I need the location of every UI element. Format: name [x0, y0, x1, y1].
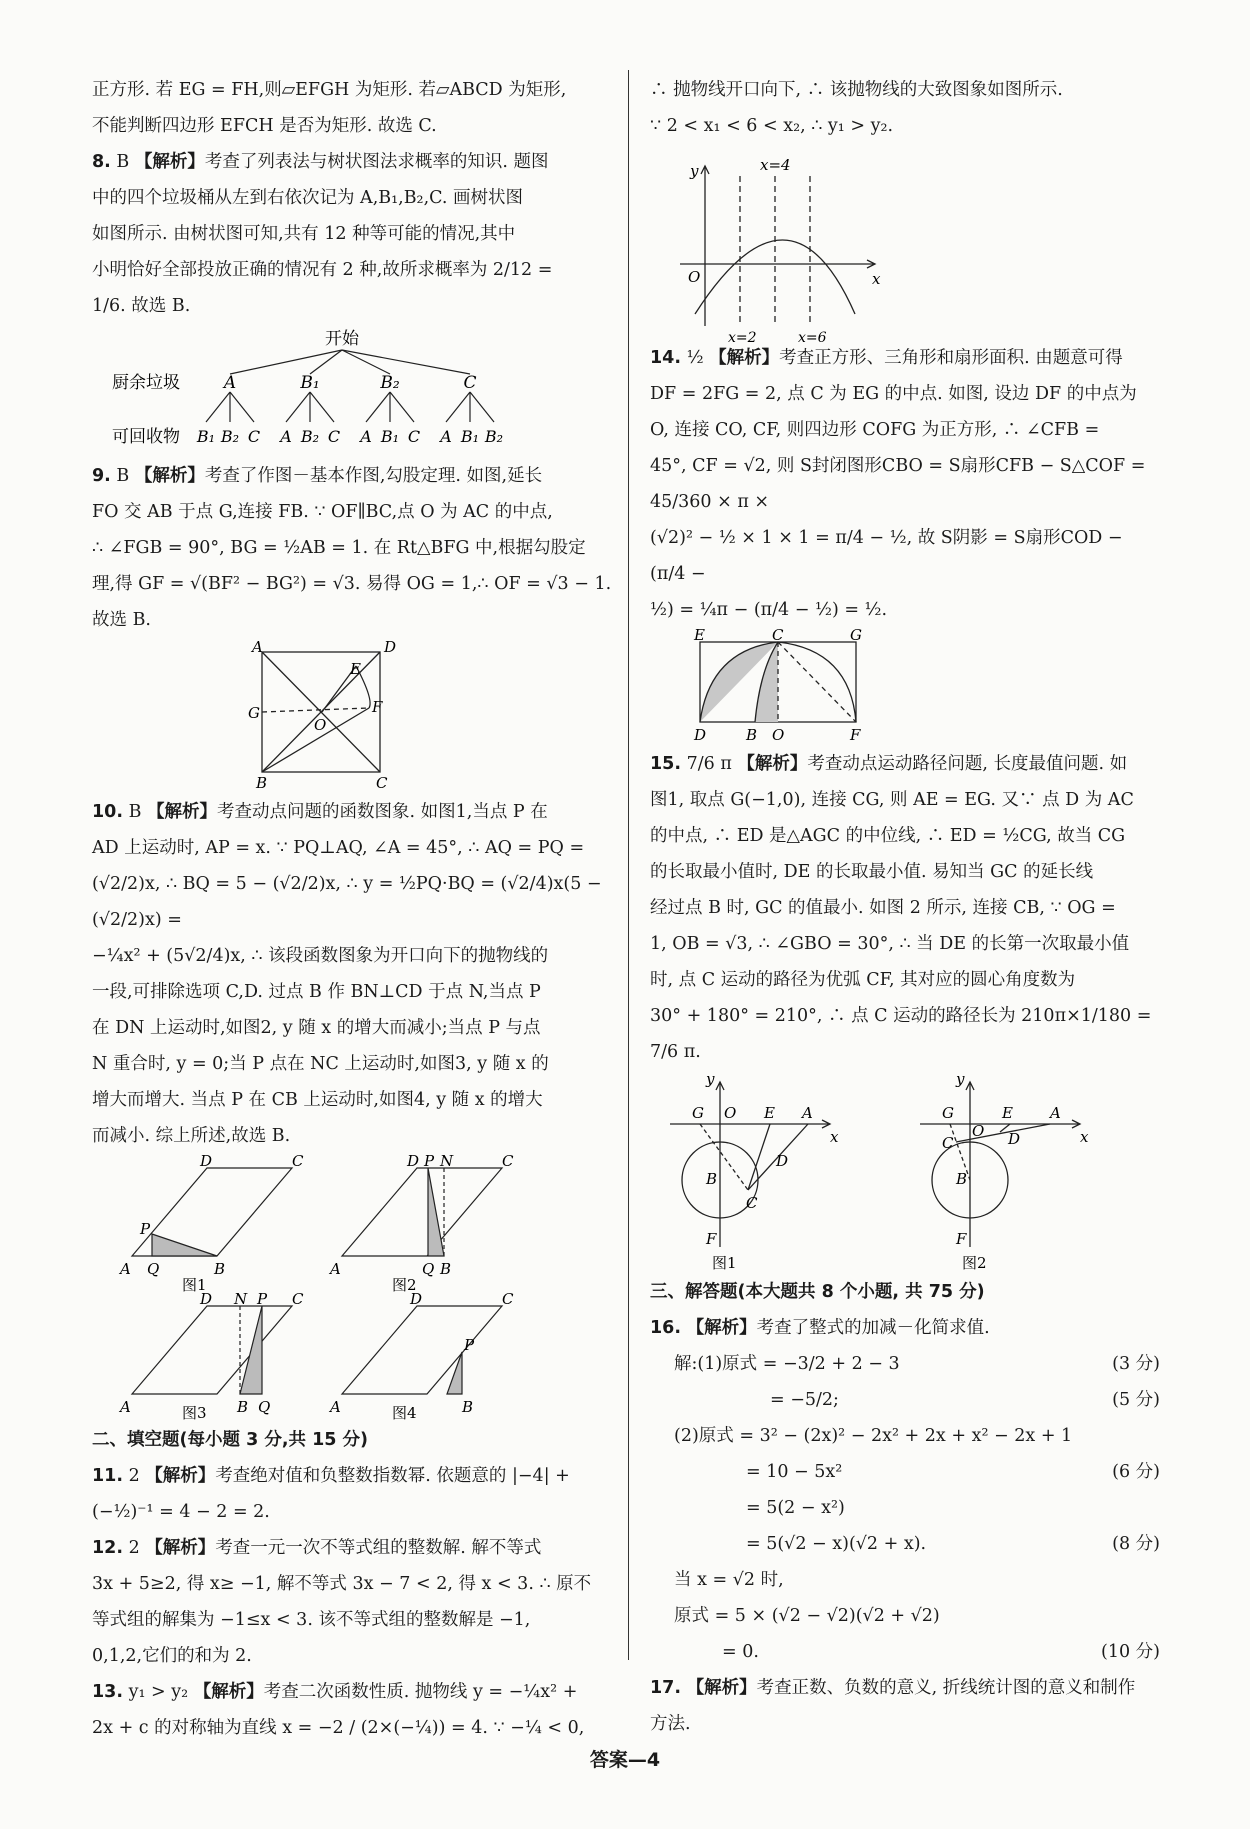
figure-q10-parallelograms: [92, 1152, 612, 1422]
q16-step-text: = −5/2;: [770, 1390, 839, 1410]
q10-line: 一段,可排除选项 C,D. 过点 B 作 BN⊥CD 于点 N,当点 P: [92, 982, 541, 1002]
q10-tag: 【解析】: [147, 802, 218, 822]
q14-line: (√2)² − ½ × 1 × 1 = π/4 − ½, 故 S阴影 = S扇形COD − (π/4 −: [650, 528, 1123, 584]
q8-number: 8.: [92, 152, 111, 172]
q10-first-line: [92, 794, 612, 830]
fig15-label: F: [706, 1230, 717, 1248]
tree-row1-label: 厨余垃圾: [112, 373, 180, 393]
q12-number: 12.: [92, 1538, 124, 1558]
q10-line: N 重合时, y = 0;当 P 点在 NC 上运动时,如图3, y 随 x 的: [92, 1054, 549, 1074]
q9-line: 故选 B.: [92, 610, 151, 630]
q16-step-text: 解:(1)原式 = −3/2 + 2 − 3: [674, 1354, 900, 1374]
q13-line: 考查二次函数性质. 抛物线 y = −¼x² +: [263, 1682, 578, 1702]
fig10-label-a: A: [120, 1260, 131, 1278]
q16-step-text: 当 x = √2 时,: [674, 1570, 784, 1590]
fig13-x6-label: x=6: [798, 330, 827, 346]
fig14-label: C: [772, 626, 784, 644]
q14-answer: ½: [686, 348, 704, 368]
q9-line: FO 交 AB 于点 G,连接 FB. ∵ OF∥BC,点 O 为 AC 的中点,: [92, 502, 553, 522]
fig10-label-c: C: [502, 1152, 514, 1170]
fig10-caption: 图2: [392, 1276, 417, 1294]
q15-first-line: [650, 746, 1160, 782]
q16-step-text: = 10 − 5x²: [746, 1462, 843, 1482]
q10-line: 考查动点问题的函数图象. 如图1,当点 P 在: [217, 802, 548, 822]
tree-leaf: B₁: [460, 427, 480, 446]
tree-leaf: B₁: [380, 427, 400, 446]
fig13-y-label: y: [690, 162, 699, 180]
q16-step-text: = 5(√2 − x)(√2 + x).: [746, 1534, 927, 1554]
fig10-label-p: P: [140, 1220, 151, 1238]
figure-q9-square: [92, 640, 612, 790]
q14-line: 45°, CF = √2, 则 S封闭图形CBO = S扇形CFB − S△COF = 45/360 × π ×: [650, 456, 1146, 512]
q16-tag: 【解析】: [686, 1318, 757, 1338]
page-footer: 答案—4: [589, 1749, 661, 1771]
fig10-label-b: B: [237, 1398, 249, 1416]
q10-line: 增大而增大. 当点 P 在 CB 上运动时,如图4, y 随 x 的增大: [92, 1090, 543, 1110]
q14-line: O, 连接 CO, CF, 则四边形 COFG 为正方形, ∴ ∠CFB =: [650, 420, 1100, 440]
fig15-label: x: [830, 1128, 839, 1146]
q9-answer: B: [116, 466, 130, 486]
fig10-label-c: C: [292, 1152, 304, 1170]
fig15-label: y: [706, 1070, 715, 1088]
q12-first-line: [92, 1530, 612, 1566]
q14-line: ½) = ¼π − (π/4 − ½) = ½.: [650, 600, 888, 620]
q8-line: 1/6. 故选 B.: [92, 296, 191, 316]
tree-leaf: A: [280, 427, 292, 446]
q16-step: [650, 1346, 1160, 1382]
fig15-label: G: [692, 1104, 704, 1122]
fig10-label-n: N: [440, 1152, 454, 1170]
fig15-label: E: [764, 1104, 775, 1122]
q10-line: AD 上运动时, AP = x. ∵ PQ⊥AQ, ∠A = 45°, ∴ AQ = PQ =: [92, 838, 585, 858]
fig13-x4-label: x=4: [760, 156, 791, 174]
q8-line: 考查了列表法与树状图法求概率的知识. 题图: [204, 152, 549, 172]
fig9-label: F: [372, 698, 383, 716]
fig10-label-p: P: [257, 1290, 268, 1308]
q16-step: [650, 1382, 1160, 1418]
fig10-label-b: B: [440, 1260, 452, 1278]
q15-tag: 【解析】: [737, 754, 808, 774]
q11-line: (−½)⁻¹ = 4 − 2 = 2.: [92, 1502, 270, 1522]
q17-line: 考查正数、负数的意义, 折线统计图的意义和制作: [756, 1678, 1136, 1698]
fig9-label: G: [248, 704, 260, 722]
fig15-label: O: [724, 1104, 737, 1122]
fig14-label: D: [694, 726, 707, 744]
tree-diagram: [92, 326, 612, 454]
fig10-label-b: B: [214, 1260, 226, 1278]
fig9-label: C: [376, 774, 388, 792]
q9-line: 考查了作图－基本作图,勾股定理. 如图,延长: [204, 466, 543, 486]
fig13-origin-label: O: [688, 268, 701, 286]
q8-tag: 【解析】: [134, 152, 205, 172]
fig10-label-b: B: [462, 1398, 474, 1416]
q10-line: (√2/2)x, ∴ BQ = 5 − (√2/2)x, ∴ y = ½PQ·BQ = (√2/4)x(5 − (√2/2)x) =: [92, 874, 602, 930]
q15-line: 30° + 180° = 210°, ∴ 点 C 运动的路径长为 210π×1/180 =: [650, 1006, 1152, 1026]
q9-line: 理,得 GF = √(BF² − BG²) = √3. 易得 OG = 1,∴ OF = √3 − 1.: [92, 574, 612, 594]
q16-first-line: [650, 1310, 1160, 1346]
tree-leaf: A: [360, 427, 372, 446]
q16-intro: 考查了整式的加减－化简求值.: [756, 1318, 990, 1338]
q15-line: 图1, 取点 G(−1,0), 连接 CG, 则 AE = EG. 又∵ 点 D 为 AC: [650, 790, 1134, 810]
fig15-label: C: [942, 1134, 954, 1152]
figure-q13-parabola: [650, 146, 1160, 346]
q16-step-score: (5 分): [1112, 1390, 1160, 1410]
q8-line: 小明恰好全部投放正确的情况有 2 种,故所求概率为 2/12 =: [92, 260, 553, 280]
q10-line: 而减小. 综上所述,故选 B.: [92, 1126, 291, 1146]
tree-leaf: B₁: [196, 427, 216, 446]
fig9-label: D: [384, 638, 397, 656]
q11-answer: 2: [128, 1466, 140, 1486]
q16-step: [650, 1562, 1160, 1598]
fig15-label: D: [1008, 1130, 1021, 1148]
q16-step-text: (2)原式 = 3² − (2x)² − 2x² + 2x + x² − 2x + 1: [674, 1426, 1073, 1446]
tree-root: 开始: [325, 329, 359, 349]
fig9-label: A: [252, 638, 263, 656]
fig10-label-a: A: [330, 1260, 341, 1278]
tree-node: B₁: [300, 373, 320, 393]
q16-step: [650, 1598, 1160, 1634]
tree-leaf: C: [327, 427, 341, 446]
q14-line: 考查正方形、三角形和扇形面积. 由题意可得: [779, 348, 1123, 368]
q15-line: 7/6 π.: [650, 1042, 701, 1062]
q15-line: 经过点 B 时, GC 的值最小. 如图 2 所示, 连接 CB, ∵ OG =: [650, 898, 1116, 918]
q13-tag: 【解析】: [193, 1682, 264, 1702]
q17-tag: 【解析】: [686, 1678, 757, 1698]
q13-answer: y₁ > y₂: [128, 1682, 189, 1702]
fig14-label: O: [772, 726, 785, 744]
q16-step-score: (3 分): [1112, 1354, 1160, 1374]
q12-tag: 【解析】: [145, 1538, 216, 1558]
tree-leaf: B₂: [300, 427, 320, 446]
q13-first-line: [92, 1674, 612, 1710]
q16-step-score: (6 分): [1112, 1462, 1160, 1482]
q14-tag: 【解析】: [709, 348, 780, 368]
q9-tag: 【解析】: [134, 466, 205, 486]
fig15-label: x: [1080, 1128, 1089, 1146]
tree-node: A: [223, 373, 237, 393]
fig10-label-q: Q: [422, 1260, 435, 1278]
q15-line: 考查动点运动路径问题, 长度最值问题. 如: [807, 754, 1128, 774]
section-2-heading: 二、填空题(每小题 3 分,共 15 分): [92, 1430, 369, 1450]
fig15-label: F: [956, 1230, 967, 1248]
q10-line: 在 DN 上运动时,如图2, y 随 x 的增大而减小;当点 P 与点: [92, 1018, 541, 1038]
fig15-label: G: [942, 1104, 954, 1122]
fig15-label: O: [972, 1122, 985, 1140]
fig10-label-d: D: [407, 1152, 420, 1170]
q13-cont-line: ∴ 抛物线开口向下, ∴ 该抛物线的大致图象如图所示.: [650, 80, 1063, 100]
column-divider: [628, 70, 629, 1660]
q7-line-1: 正方形. 若 EG = FH,则▱EFGH 为矩形. 若▱ABCD 为矩形,: [92, 80, 567, 100]
fig15-label: E: [1002, 1104, 1013, 1122]
q16-number: 16.: [650, 1318, 682, 1338]
q9-first-line: [92, 458, 612, 494]
fig14-label: E: [694, 626, 705, 644]
q11-tag: 【解析】: [145, 1466, 216, 1486]
q14-first-line: [650, 340, 1160, 376]
tree-leaf: C: [407, 427, 421, 446]
q8-first-line: [92, 144, 612, 180]
q15-line: 的长取最小值时, DE 的长取最小值. 易知当 GC 的延长线: [650, 862, 1094, 882]
fig13-x-label: x: [872, 270, 881, 288]
q15-line: 时, 点 C 运动的路径为优弧 CF, 其对应的圆心角度数为: [650, 970, 1076, 990]
fig10-caption: 图1: [182, 1276, 207, 1294]
q12-line: 等式组的解集为 −1≤x < 3. 该不等式组的整数解是 −1,: [92, 1610, 531, 1630]
q16-step: [650, 1418, 1160, 1454]
fig15-label: y: [956, 1070, 965, 1088]
tree-row2-label: 可回收物: [112, 427, 180, 447]
figure-q14-rectangle: [650, 626, 1160, 744]
q9-line: ∴ ∠FGB = 90°, BG = ½AB = 1. 在 Rt△BFG 中,根据勾股定: [92, 538, 586, 558]
fig10-label-d: D: [410, 1290, 423, 1308]
fig10-caption: 图3: [182, 1404, 207, 1422]
fig10-label-q: Q: [147, 1260, 160, 1278]
fig15-label: D: [776, 1152, 789, 1170]
q15-answer: 7/6 π: [686, 754, 732, 774]
q17-number: 17.: [650, 1678, 682, 1698]
fig10-label-c: C: [502, 1290, 514, 1308]
q16-step: [650, 1490, 1160, 1526]
q12-answer: 2: [128, 1538, 140, 1558]
q8-answer: B: [116, 152, 130, 172]
fig15-label: B: [706, 1170, 718, 1188]
q10-answer: B: [128, 802, 142, 822]
fig10-label-p: P: [464, 1336, 475, 1354]
q13-cont-line: ∵ 2 < x₁ < 6 < x₂, ∴ y₁ > y₂.: [650, 116, 894, 136]
fig14-label: F: [850, 726, 861, 744]
fig13-x2-label: x=2: [728, 330, 757, 346]
q13-number: 13.: [92, 1682, 124, 1702]
figure-q15-circles: [650, 1072, 1160, 1270]
fig15-label: A: [1050, 1104, 1061, 1122]
fig9-label: E: [350, 660, 361, 678]
q12-line: 0,1,2,它们的和为 2.: [92, 1646, 252, 1666]
q15-line: 的中点, ∴ ED 是△AGC 的中位线, ∴ ED = ½CG, 故当 CG: [650, 826, 1126, 846]
q15-number: 15.: [650, 754, 682, 774]
fig10-label-q: Q: [258, 1398, 271, 1416]
fig15-caption: 图2: [962, 1254, 987, 1272]
q16-step-text: 原式 = 5 × (√2 − √2)(√2 + √2): [674, 1606, 940, 1626]
fig10-label-c: C: [292, 1290, 304, 1308]
q13-line: 2x + c 的对称轴为直线 x = −2 / (2×(−¼)) = 4. ∵ −¼ < 0,: [92, 1718, 585, 1738]
q14-number: 14.: [650, 348, 682, 368]
fig10-label-a: A: [330, 1398, 341, 1416]
q16-step: [650, 1454, 1160, 1490]
q16-step: [650, 1526, 1160, 1562]
tree-leaf: B₂: [484, 427, 504, 446]
q17-line: 方法.: [650, 1714, 691, 1734]
fig14-label: G: [850, 626, 862, 644]
q8-line: 如图所示. 由树状图可知,共有 12 种等可能的情况,其中: [92, 224, 516, 244]
tree-leaf: B₂: [220, 427, 240, 446]
q10-line: −¼x² + (5√2/4)x, ∴ 该段函数图象为开口向下的抛物线的: [92, 946, 549, 966]
fig10-label-a: A: [120, 1398, 131, 1416]
q15-line: 1, OB = √3, ∴ ∠GBO = 30°, ∴ 当 DE 的长第一次取最小值: [650, 934, 1130, 954]
fig10-label-d: D: [200, 1290, 213, 1308]
q8-line: 中的四个垃圾桶从左到右依次记为 A,B₁,B₂,C. 画树状图: [92, 188, 524, 208]
fig9-label: B: [256, 774, 268, 792]
fig15-label: A: [802, 1104, 813, 1122]
q11-line: 考查绝对值和负整数指数幂. 依题意的 |−4| +: [215, 1466, 570, 1486]
q16-step-score: (8 分): [1112, 1534, 1160, 1554]
tree-node: B₂: [380, 373, 400, 393]
q12-line: 考查一元一次不等式组的整数解. 解不等式: [215, 1538, 542, 1558]
fig9-label: O: [314, 716, 327, 734]
q11-number: 11.: [92, 1466, 124, 1486]
q16-step-text: = 5(2 − x²): [746, 1498, 845, 1518]
q16-step-text: = 0.: [722, 1642, 759, 1662]
tree-leaf: C: [247, 427, 261, 446]
right-column: [650, 72, 1160, 1742]
fig14-label: B: [746, 726, 758, 744]
left-column: [92, 72, 612, 1746]
q7-line-2: 不能判断四边形 EFCH 是否为矩形. 故选 C.: [92, 116, 437, 136]
fig10-label-n: N: [234, 1290, 248, 1308]
tree-leaf: A: [440, 427, 452, 446]
q14-line: DF = 2FG = 2, 点 C 为 EG 的中点. 如图, 设边 DF 的中点为: [650, 384, 1137, 404]
q9-number: 9.: [92, 466, 111, 486]
fig10-label-d: D: [200, 1152, 213, 1170]
q17-first-line: [650, 1670, 1160, 1706]
fig10-caption: 图4: [392, 1404, 417, 1422]
fig15-label: C: [746, 1194, 758, 1212]
q12-line: 3x + 5≥2, 得 x≥ −1, 解不等式 3x − 7 < 2, 得 x < 3. ∴ 原不: [92, 1574, 592, 1594]
section-3-heading: 三、解答题(本大题共 8 个小题, 共 75 分): [650, 1282, 985, 1302]
fig15-label: B: [956, 1170, 968, 1188]
q16-step-score: (10 分): [1101, 1642, 1160, 1662]
tree-node: C: [463, 373, 477, 393]
q16-step: [650, 1634, 1160, 1670]
q11-first-line: [92, 1458, 612, 1494]
fig15-caption: 图1: [712, 1254, 737, 1272]
fig10-label-p: P: [424, 1152, 435, 1170]
q10-number: 10.: [92, 802, 124, 822]
